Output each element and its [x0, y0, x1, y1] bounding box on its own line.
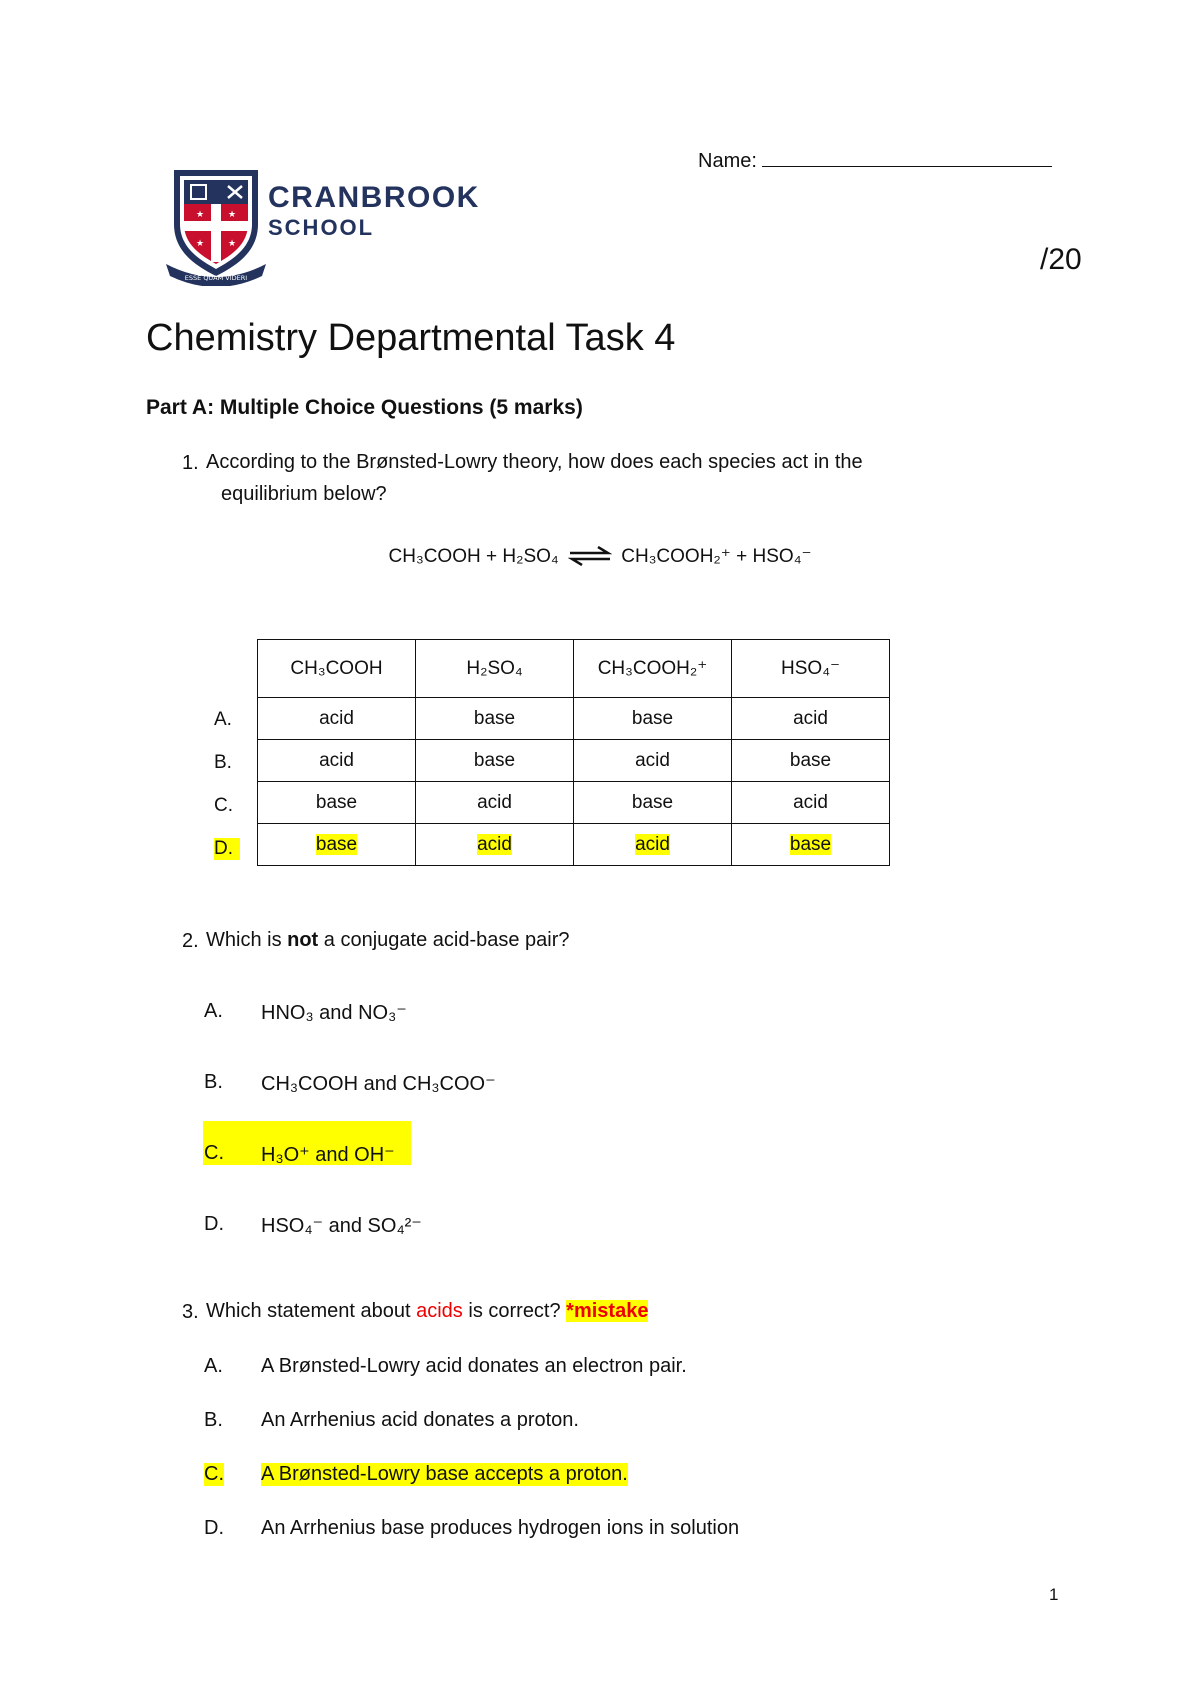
- q3-text-after: is correct?: [462, 1300, 567, 1322]
- q2-number: 2.: [182, 930, 199, 952]
- q2-text: [206, 924, 570, 956]
- school-logo: [166, 166, 516, 286]
- table-cell: [732, 824, 890, 866]
- table-cell: base: [732, 740, 890, 782]
- q2-text-bold: not: [287, 929, 319, 951]
- q3-option-d-text: An Arrhenius base produces hydrogen ions in solution: [261, 1517, 740, 1539]
- total-marks: /20: [1040, 243, 1082, 276]
- q2-text-before: Which is: [206, 929, 288, 951]
- q3-option-b-text: An Arrhenius acid donates a proton.: [261, 1409, 579, 1431]
- table-row: [258, 782, 890, 824]
- svg-text:★: ★: [228, 239, 237, 249]
- cell-text-highlighted: base: [789, 833, 832, 855]
- q3-option-a-text: A Brønsted-Lowry acid donates an electron pair.: [261, 1355, 687, 1377]
- eq-reactant-2: H₂SO₄: [502, 546, 559, 567]
- name-label: Name:: [698, 150, 757, 172]
- q2-text-after: a conjugate acid-base pair?: [318, 929, 570, 951]
- table-header: CH₃COOH₂⁺: [574, 640, 732, 698]
- q3-text-red: acids: [416, 1300, 463, 1322]
- q3-option-b-letter: B.: [204, 1409, 223, 1431]
- table-row-correct: [258, 824, 890, 866]
- table-header: HSO₄⁻: [732, 640, 890, 698]
- q2-option-c-text: H₃O⁺ and OH⁻: [261, 1144, 395, 1166]
- crest-icon: [166, 166, 266, 286]
- q1-text-line1: According to the Brønsted-Lowry theory, how does each species act in the: [206, 451, 863, 473]
- table-cell: base: [258, 782, 416, 824]
- cell-text-highlighted: base: [315, 833, 358, 855]
- table-header: H₂SO₄: [416, 640, 574, 698]
- table-cell: acid: [258, 740, 416, 782]
- q1-text: [206, 446, 863, 510]
- table-cell: [416, 824, 574, 866]
- row-label-b: B.: [214, 752, 232, 773]
- page-number: 1: [1049, 1585, 1059, 1604]
- svg-text:★: ★: [196, 239, 205, 249]
- q2-option-d-letter: D.: [204, 1213, 224, 1235]
- table-cell: acid: [416, 782, 574, 824]
- q3-number: 3.: [182, 1301, 199, 1323]
- table-row: [258, 698, 890, 740]
- table-cell: base: [416, 740, 574, 782]
- q2-option-a-text: HNO₃ and NO₃⁻: [261, 1002, 407, 1024]
- table-row: [258, 740, 890, 782]
- table-cell: acid: [258, 698, 416, 740]
- page-title: Chemistry Departmental Task 4: [146, 317, 676, 359]
- row-label-d: D.: [214, 838, 240, 860]
- table-cell: [574, 824, 732, 866]
- school-wordmark: [268, 183, 480, 239]
- school-name-line2: SCHOOL: [268, 215, 375, 240]
- q3-option-c-text: A Brønsted-Lowry base accepts a proton.: [261, 1463, 628, 1485]
- table-cell: base: [574, 782, 732, 824]
- table-cell: acid: [732, 782, 890, 824]
- table-cell: [258, 824, 416, 866]
- q2-option-a-letter: A.: [204, 1000, 223, 1022]
- name-field[interactable]: [698, 148, 1052, 173]
- q2-option-b-letter: B.: [204, 1071, 223, 1093]
- table-cell: base: [416, 698, 574, 740]
- q3-mistake-note: *mistake: [566, 1300, 649, 1322]
- svg-text:★: ★: [196, 210, 205, 220]
- eq-plus-2: +: [736, 546, 748, 567]
- q1-text-line2: equilibrium below?: [221, 483, 387, 505]
- row-label-c: C.: [214, 795, 233, 816]
- q2-option-c-letter: C.: [204, 1142, 224, 1164]
- name-blank-line[interactable]: [762, 148, 1052, 167]
- eq-product-2: HSO₄⁻: [752, 546, 812, 567]
- cell-text-highlighted: acid: [635, 833, 670, 855]
- eq-reactant-1: CH₃COOH: [388, 546, 481, 567]
- school-name-line1: CRANBROOK: [268, 181, 480, 214]
- q2-option-d-text: HSO₄⁻ and SO₄²⁻: [261, 1215, 422, 1237]
- cell-text-highlighted: acid: [477, 833, 512, 855]
- q3-option-a-letter: A.: [204, 1355, 223, 1377]
- table-cell: acid: [574, 740, 732, 782]
- q1-number: 1.: [182, 452, 199, 474]
- q1-equation: [0, 545, 1200, 568]
- crest-motto: ESSE QUAM VIDERI: [184, 274, 248, 282]
- svg-text:★: ★: [228, 210, 237, 220]
- part-a-heading: Part A: Multiple Choice Questions (5 marks): [146, 396, 583, 419]
- row-label-a: A.: [214, 709, 232, 730]
- q3-option-d-letter: D.: [204, 1517, 224, 1539]
- table-header: CH₃COOH: [258, 640, 416, 698]
- q1-answer-table: [257, 639, 890, 866]
- q3-option-c-letter: C.: [204, 1463, 224, 1485]
- table-cell: acid: [732, 698, 890, 740]
- equilibrium-arrow-icon: [568, 546, 612, 566]
- q2-option-b-text: CH₃COOH and CH₃COO⁻: [261, 1073, 496, 1095]
- eq-product-1: CH₃COOH₂⁺: [621, 546, 731, 567]
- eq-plus-1: +: [485, 546, 498, 567]
- q3-text-before: Which statement about: [206, 1300, 417, 1322]
- table-header-row: [258, 640, 890, 698]
- table-cell: base: [574, 698, 732, 740]
- q3-text: [206, 1295, 648, 1327]
